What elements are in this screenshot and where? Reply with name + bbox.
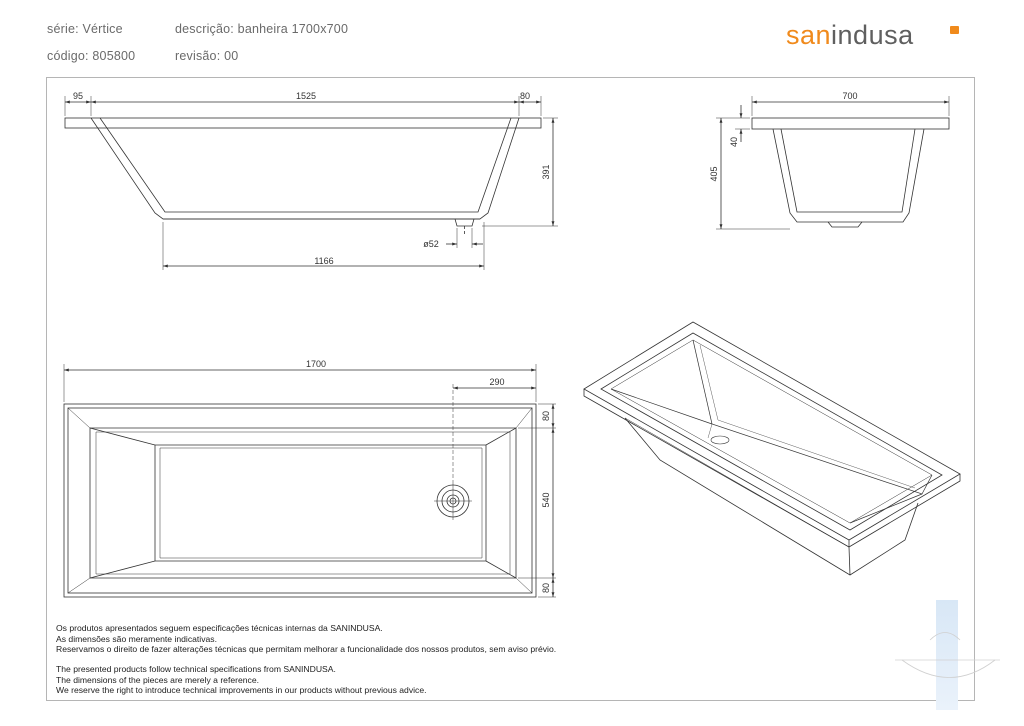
dim-plan-drain-offset: 290: [489, 377, 505, 387]
logo-part-san: san: [786, 20, 832, 50]
dim-side-bottom-length: 1166: [314, 256, 334, 266]
note-en-line: The presented products follow technical specifications from SANINDUSA.: [56, 664, 336, 674]
serie-label: série:: [47, 22, 79, 36]
isometric-view: [584, 322, 960, 575]
dim-side-drain: ø52: [423, 239, 439, 249]
descricao-value: banheira 1700x700: [237, 22, 349, 36]
dim-plan-length: 1700: [305, 359, 327, 369]
dim-end-height: 405: [709, 166, 719, 182]
dim-plan-rim-bottom: 80: [541, 582, 551, 594]
plan-view: [64, 364, 556, 597]
logo-part-indusa: indusa: [831, 20, 914, 50]
revisao-value: 00: [224, 49, 239, 63]
end-elevation: [716, 96, 949, 229]
dim-side-length-top: 1525: [295, 91, 317, 101]
watermark-bathtub-icon: [890, 620, 1010, 690]
codigo-value: 805800: [92, 49, 136, 63]
note-pt-line: Reservamos o direito de fazer alterações técnicas que permitam melhorar a funcionalidade dos nossos produtos, sem aviso prévio.: [56, 644, 557, 655]
side-elevation: [65, 96, 558, 270]
dim-side-left-rim: 95: [72, 91, 84, 101]
dim-end-width: 700: [842, 91, 858, 101]
notes-english: [56, 664, 427, 696]
notes-portuguese: [56, 623, 556, 655]
revisao-label: revisão:: [175, 49, 221, 63]
serie-value: Vértice: [82, 22, 123, 36]
note-pt-line: As dimensões são meramente indicativas.: [56, 633, 217, 644]
descricao-label: descrição:: [175, 22, 234, 36]
dim-side-height: 391: [541, 164, 551, 180]
dim-plan-inner-width: 540: [541, 492, 551, 508]
dim-end-rim: 40: [729, 136, 739, 148]
codigo-label: código:: [47, 49, 89, 63]
note-en-line: The dimensions of the pieces are merely a reference.: [56, 674, 260, 685]
dim-side-right-rim: 80: [519, 91, 531, 101]
dim-plan-rim-top: 80: [541, 410, 551, 422]
note-pt-line: Os produtos apresentados seguem especificações técnicas internas da SANINDUSA.: [56, 623, 383, 633]
note-en-line: We reserve the right to introduce technical improvements in our products without previous advice.: [56, 685, 427, 696]
